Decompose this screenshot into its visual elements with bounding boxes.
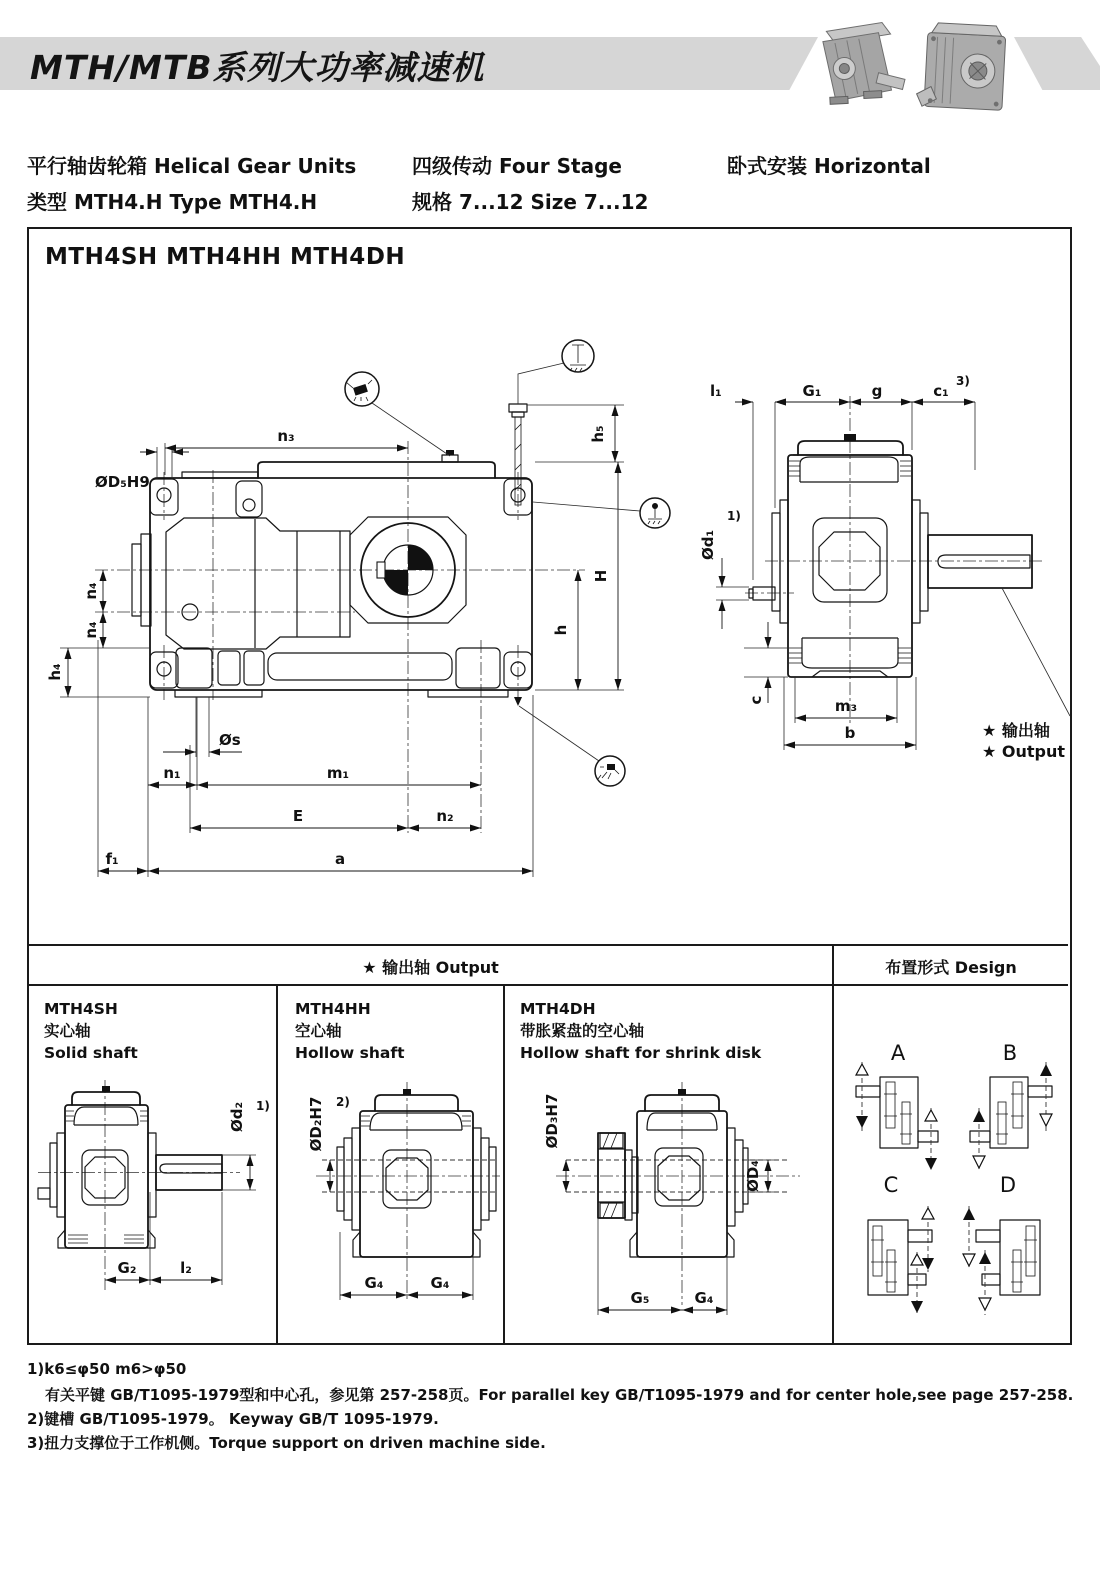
design-C-diagram bbox=[868, 1206, 934, 1315]
dim-l1: l₁ bbox=[710, 382, 722, 400]
design-label-B: B bbox=[1002, 1041, 1018, 1065]
footnote-2: 2)键槽 GB/T1095-1979。 Keyway GB/T 1095-1979. bbox=[27, 1410, 439, 1428]
table-line-header-bottom bbox=[29, 984, 1068, 986]
dim-n2: n₂ bbox=[436, 807, 454, 825]
main-technical-drawing bbox=[27, 227, 1072, 945]
footnote-3: 3)扭力支撑位于工作机侧。Torque support on driven machine side. bbox=[27, 1434, 546, 1452]
dim-d2-note1: 1) bbox=[256, 1099, 270, 1113]
header-band-right bbox=[1014, 37, 1100, 90]
footnote-1: 1)k6≤φ50 m6>φ50 bbox=[27, 1360, 187, 1378]
intro-four-stage: 四级传动 Four Stage bbox=[412, 154, 622, 178]
design-label-C: C bbox=[883, 1173, 899, 1197]
drawing-mth4dh bbox=[504, 1075, 830, 1345]
dim-d1: Ød₁ bbox=[699, 529, 717, 561]
col3-en: Hollow shaft for shrink disk bbox=[520, 1044, 762, 1062]
design-label-D: D bbox=[999, 1173, 1017, 1197]
dim-n3: n₃ bbox=[277, 427, 295, 445]
product-image-gearbox-1 bbox=[822, 21, 906, 104]
output-label-en: ★ Output bbox=[982, 742, 1066, 761]
intro-type: 类型 MTH4.H Type MTH4.H bbox=[27, 190, 318, 214]
design-panel bbox=[834, 988, 1072, 1345]
dim-H: H bbox=[592, 569, 610, 583]
dim-D2H7-note2: 2) bbox=[336, 1095, 350, 1109]
dim-G4a: G₄ bbox=[364, 1274, 384, 1292]
dim-G4b: G₄ bbox=[430, 1274, 450, 1292]
col3-model: MTH4DH bbox=[520, 1000, 596, 1018]
dim-h: h bbox=[552, 624, 570, 636]
dim-s: Øs bbox=[219, 731, 241, 749]
dim-G1: G₁ bbox=[802, 382, 822, 400]
dim-a: a bbox=[334, 850, 346, 868]
dim-n1: n₁ bbox=[163, 764, 181, 782]
intro-size: 规格 7...12 Size 7...12 bbox=[412, 190, 649, 214]
dim-f1: f₁ bbox=[105, 850, 119, 868]
col3-title bbox=[520, 998, 761, 1064]
dim-m3: m₃ bbox=[834, 697, 858, 715]
dim-c1: c₁ bbox=[933, 382, 949, 400]
col2-model: MTH4HH bbox=[295, 1000, 371, 1018]
dim-n4-upper: n₄ bbox=[82, 582, 100, 600]
intro-helical-gear-units: 平行轴齿轮箱 Helical Gear Units bbox=[27, 154, 357, 178]
dim-h5: h₅ bbox=[589, 425, 607, 443]
col2-zh: 空心轴 bbox=[295, 1022, 342, 1040]
page-title: MTH/MTB系列大功率减速机 bbox=[30, 48, 485, 87]
dim-E: E bbox=[292, 807, 304, 825]
oil-drain-callout bbox=[595, 756, 625, 786]
drawing-mth4sh bbox=[30, 1075, 280, 1345]
dim-G4: G₄ bbox=[694, 1289, 714, 1307]
col3-zh: 带胀紧盘的空心轴 bbox=[520, 1022, 645, 1040]
design-A-diagram bbox=[856, 1062, 938, 1172]
side-view bbox=[46, 340, 670, 877]
footnote-1b: 有关平键 GB/T1095-1979型和中心孔，参见第 257-258页。For parallel key GB/T1095-1979 and for center hole,see page 257-258. bbox=[45, 1386, 1074, 1404]
dim-b: b bbox=[844, 724, 856, 742]
dim-n4-lower: n₄ bbox=[82, 621, 100, 639]
dim-G2: G₂ bbox=[117, 1259, 137, 1277]
dim-G5: G₅ bbox=[630, 1289, 650, 1307]
col1-model: MTH4SH bbox=[44, 1000, 118, 1018]
design-section-header: 布置形式 Design bbox=[885, 958, 1017, 977]
dim-l2: l₂ bbox=[180, 1259, 192, 1277]
dim-d5h9: ØD₅H9 bbox=[95, 473, 150, 491]
col1-title bbox=[44, 998, 138, 1064]
product-images bbox=[806, 14, 1026, 122]
dim-d1-note1: 1) bbox=[727, 509, 741, 523]
col1-en: Solid shaft bbox=[44, 1044, 138, 1062]
front-view bbox=[699, 374, 1070, 761]
output-label-zh: ★ 输出轴 bbox=[982, 721, 1050, 740]
product-image-gearbox-2 bbox=[916, 22, 1006, 110]
design-label-A: A bbox=[890, 1041, 906, 1065]
col2-en: Hollow shaft bbox=[295, 1044, 405, 1062]
dim-c1-note3: 3) bbox=[956, 374, 970, 388]
dim-h4: h₄ bbox=[46, 663, 64, 681]
dim-D3H7: ØD₃H7 bbox=[543, 1093, 561, 1149]
dim-D2H7: ØD₂H7 bbox=[307, 1096, 325, 1152]
col1-zh: 实心轴 bbox=[44, 1022, 91, 1040]
dim-D4: ØD₄ bbox=[744, 1160, 762, 1192]
intro-horizontal: 卧式安装 Horizontal bbox=[727, 154, 931, 178]
drawing-mth4hh bbox=[280, 1075, 504, 1345]
dim-c: c bbox=[747, 695, 765, 705]
col2-title bbox=[295, 998, 404, 1064]
dim-m1: m₁ bbox=[326, 764, 350, 782]
dim-g: g bbox=[871, 382, 883, 400]
output-section-header: ★ 输出轴 Output bbox=[362, 958, 499, 977]
design-B-diagram bbox=[970, 1062, 1052, 1172]
models-label: MTH4SH MTH4HH MTH4DH bbox=[45, 244, 406, 270]
design-D-diagram bbox=[963, 1206, 1040, 1315]
dim-d2: Ød₂ bbox=[228, 1101, 246, 1133]
